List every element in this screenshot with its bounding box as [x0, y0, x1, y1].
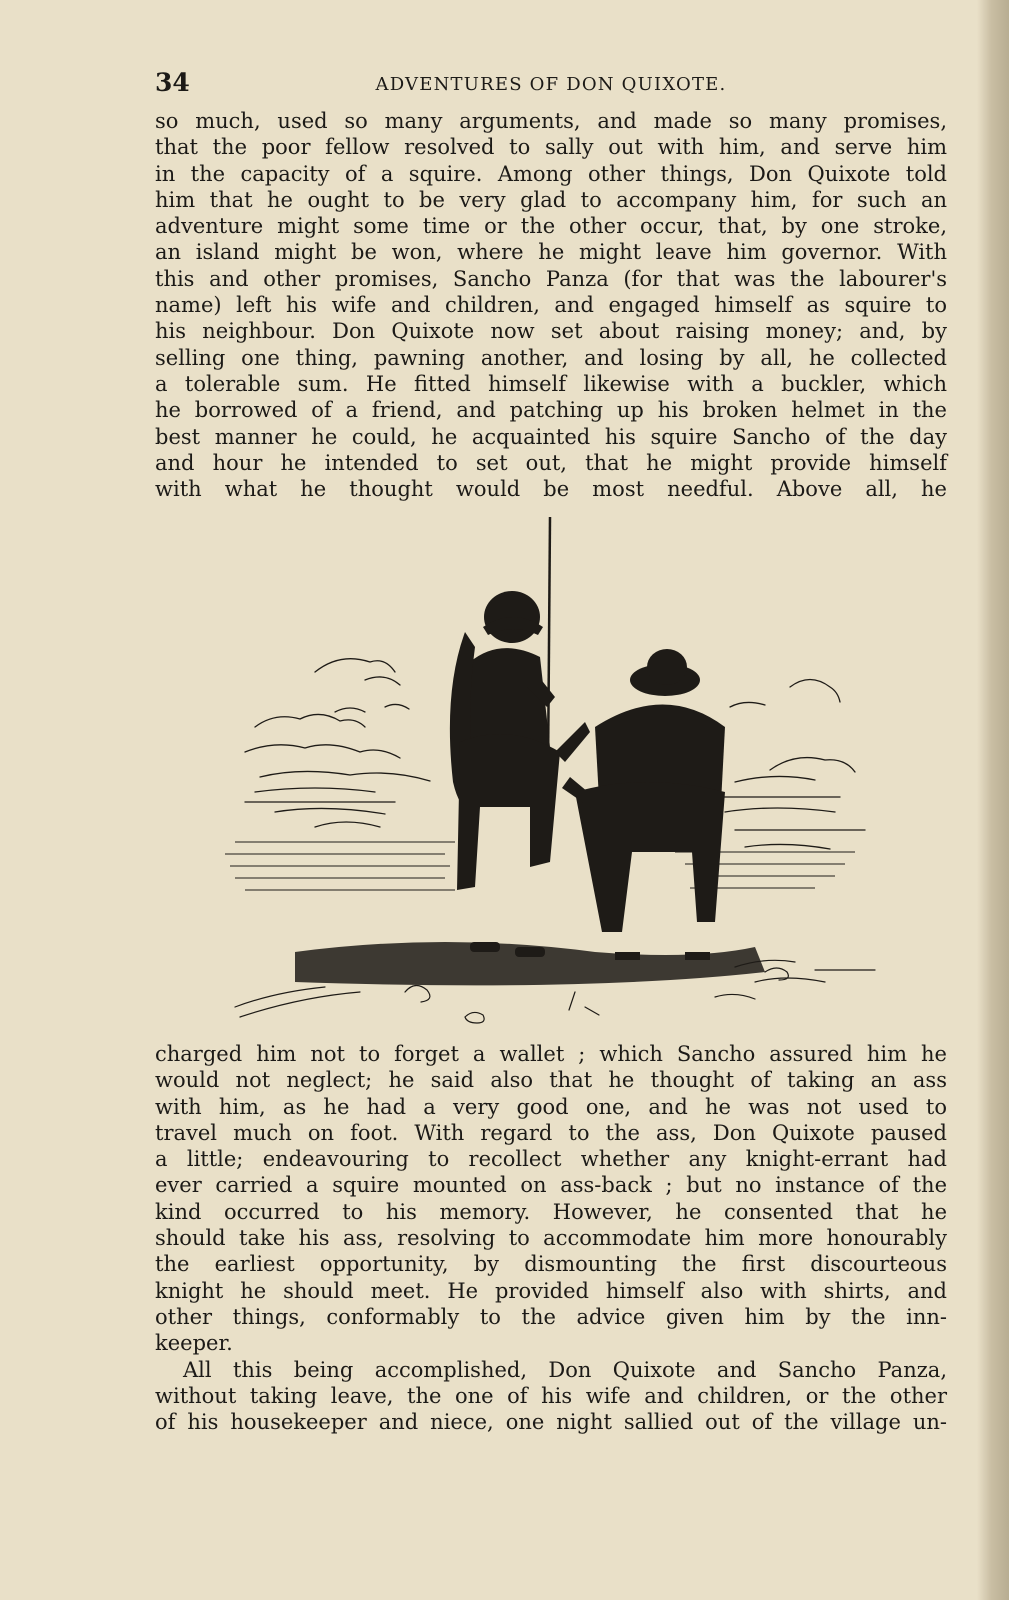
paragraph-start-line: All this being accomplished, Don Quixote and Sancho Panza, — [183, 1357, 947, 1382]
text-line: he borrowed of a friend, and patching up his broken helmet in the — [155, 398, 947, 423]
text-line: selling one thing, pawning another, and losing by all, he collected — [155, 345, 947, 370]
engraving-figure — [215, 512, 880, 1032]
clouds-right — [720, 680, 865, 850]
text-line: travel much on foot. With regard to the ass, Don Quixote paused — [155, 1120, 947, 1145]
text-line: other things, conformably to the advice given him by the inn- — [155, 1304, 947, 1329]
text-line: with him, as he had a very good one, and he was not used to — [155, 1094, 947, 1119]
text-block-top — [155, 108, 947, 502]
text-line: adventure might some time or the other occur, that, by one stroke, — [155, 214, 947, 239]
running-head — [155, 68, 947, 102]
text-line: without taking leave, the one of his wife and children, or the other — [155, 1383, 947, 1408]
text-line: would not neglect; he said also that he thought of taking an ass — [155, 1068, 947, 1093]
text-line: should take his ass, resolving to accommodate him more honourably — [155, 1226, 947, 1251]
illustration-engraving — [215, 512, 880, 1032]
text-line: knight he should meet. He provided himself also with shirts, and — [155, 1278, 947, 1303]
text-line: name) left his wife and children, and engaged himself as squire to — [155, 293, 947, 318]
squire-figure — [562, 649, 725, 960]
page-edge-shadow — [977, 0, 1009, 1600]
text-block-bottom — [155, 1041, 947, 1435]
text-line: best manner he could, he acquainted his squire Sancho of the day — [155, 424, 947, 449]
page-number: 34 — [155, 68, 190, 97]
text-line: and hour he intended to set out, that he might provide himself — [155, 450, 947, 475]
text-line: charged him not to forget a wallet ; which Sancho assured him he — [155, 1042, 947, 1066]
text-line: this and other promises, Sancho Panza (for that was the labourer's — [155, 266, 947, 291]
text-line: with what he thought would be most needful. Above all, he — [155, 477, 947, 502]
text-line: ever carried a squire mounted on ass-back ; but no instance of the — [155, 1173, 947, 1198]
text-line: him that he ought to be very glad to accompany him, for such an — [155, 187, 947, 212]
text-line: kind occurred to his memory. However, he consented that he — [155, 1199, 947, 1224]
running-title: ADVENTURES OF DON QUIXOTE. — [375, 74, 727, 95]
text-line: keeper. — [155, 1331, 233, 1356]
text-line: that the poor fellow resolved to sally out with him, and serve him — [155, 135, 947, 160]
text-line: the earliest opportunity, by dismounting the first discourteous — [155, 1252, 947, 1277]
text-line: in the capacity of a squire. Among other things, Don Quixote told — [155, 161, 947, 186]
text-line: so much, used so many arguments, and made so many promises, — [155, 109, 947, 133]
text-line: of his housekeeper and niece, one night sallied out of the village un- — [155, 1410, 947, 1435]
ground-shadow — [295, 942, 765, 985]
knight-figure — [450, 591, 590, 957]
clouds-left — [245, 659, 430, 827]
text-line: an island might be won, where he might leave him governor. With — [155, 240, 947, 265]
text-line: a tolerable sum. He fitted himself likewise with a buckler, which — [155, 371, 947, 396]
text-line: a little; endeavouring to recollect whether any knight-errant had — [155, 1147, 947, 1172]
text-line: his neighbour. Don Quixote now set about raising money; and, by — [155, 319, 947, 344]
